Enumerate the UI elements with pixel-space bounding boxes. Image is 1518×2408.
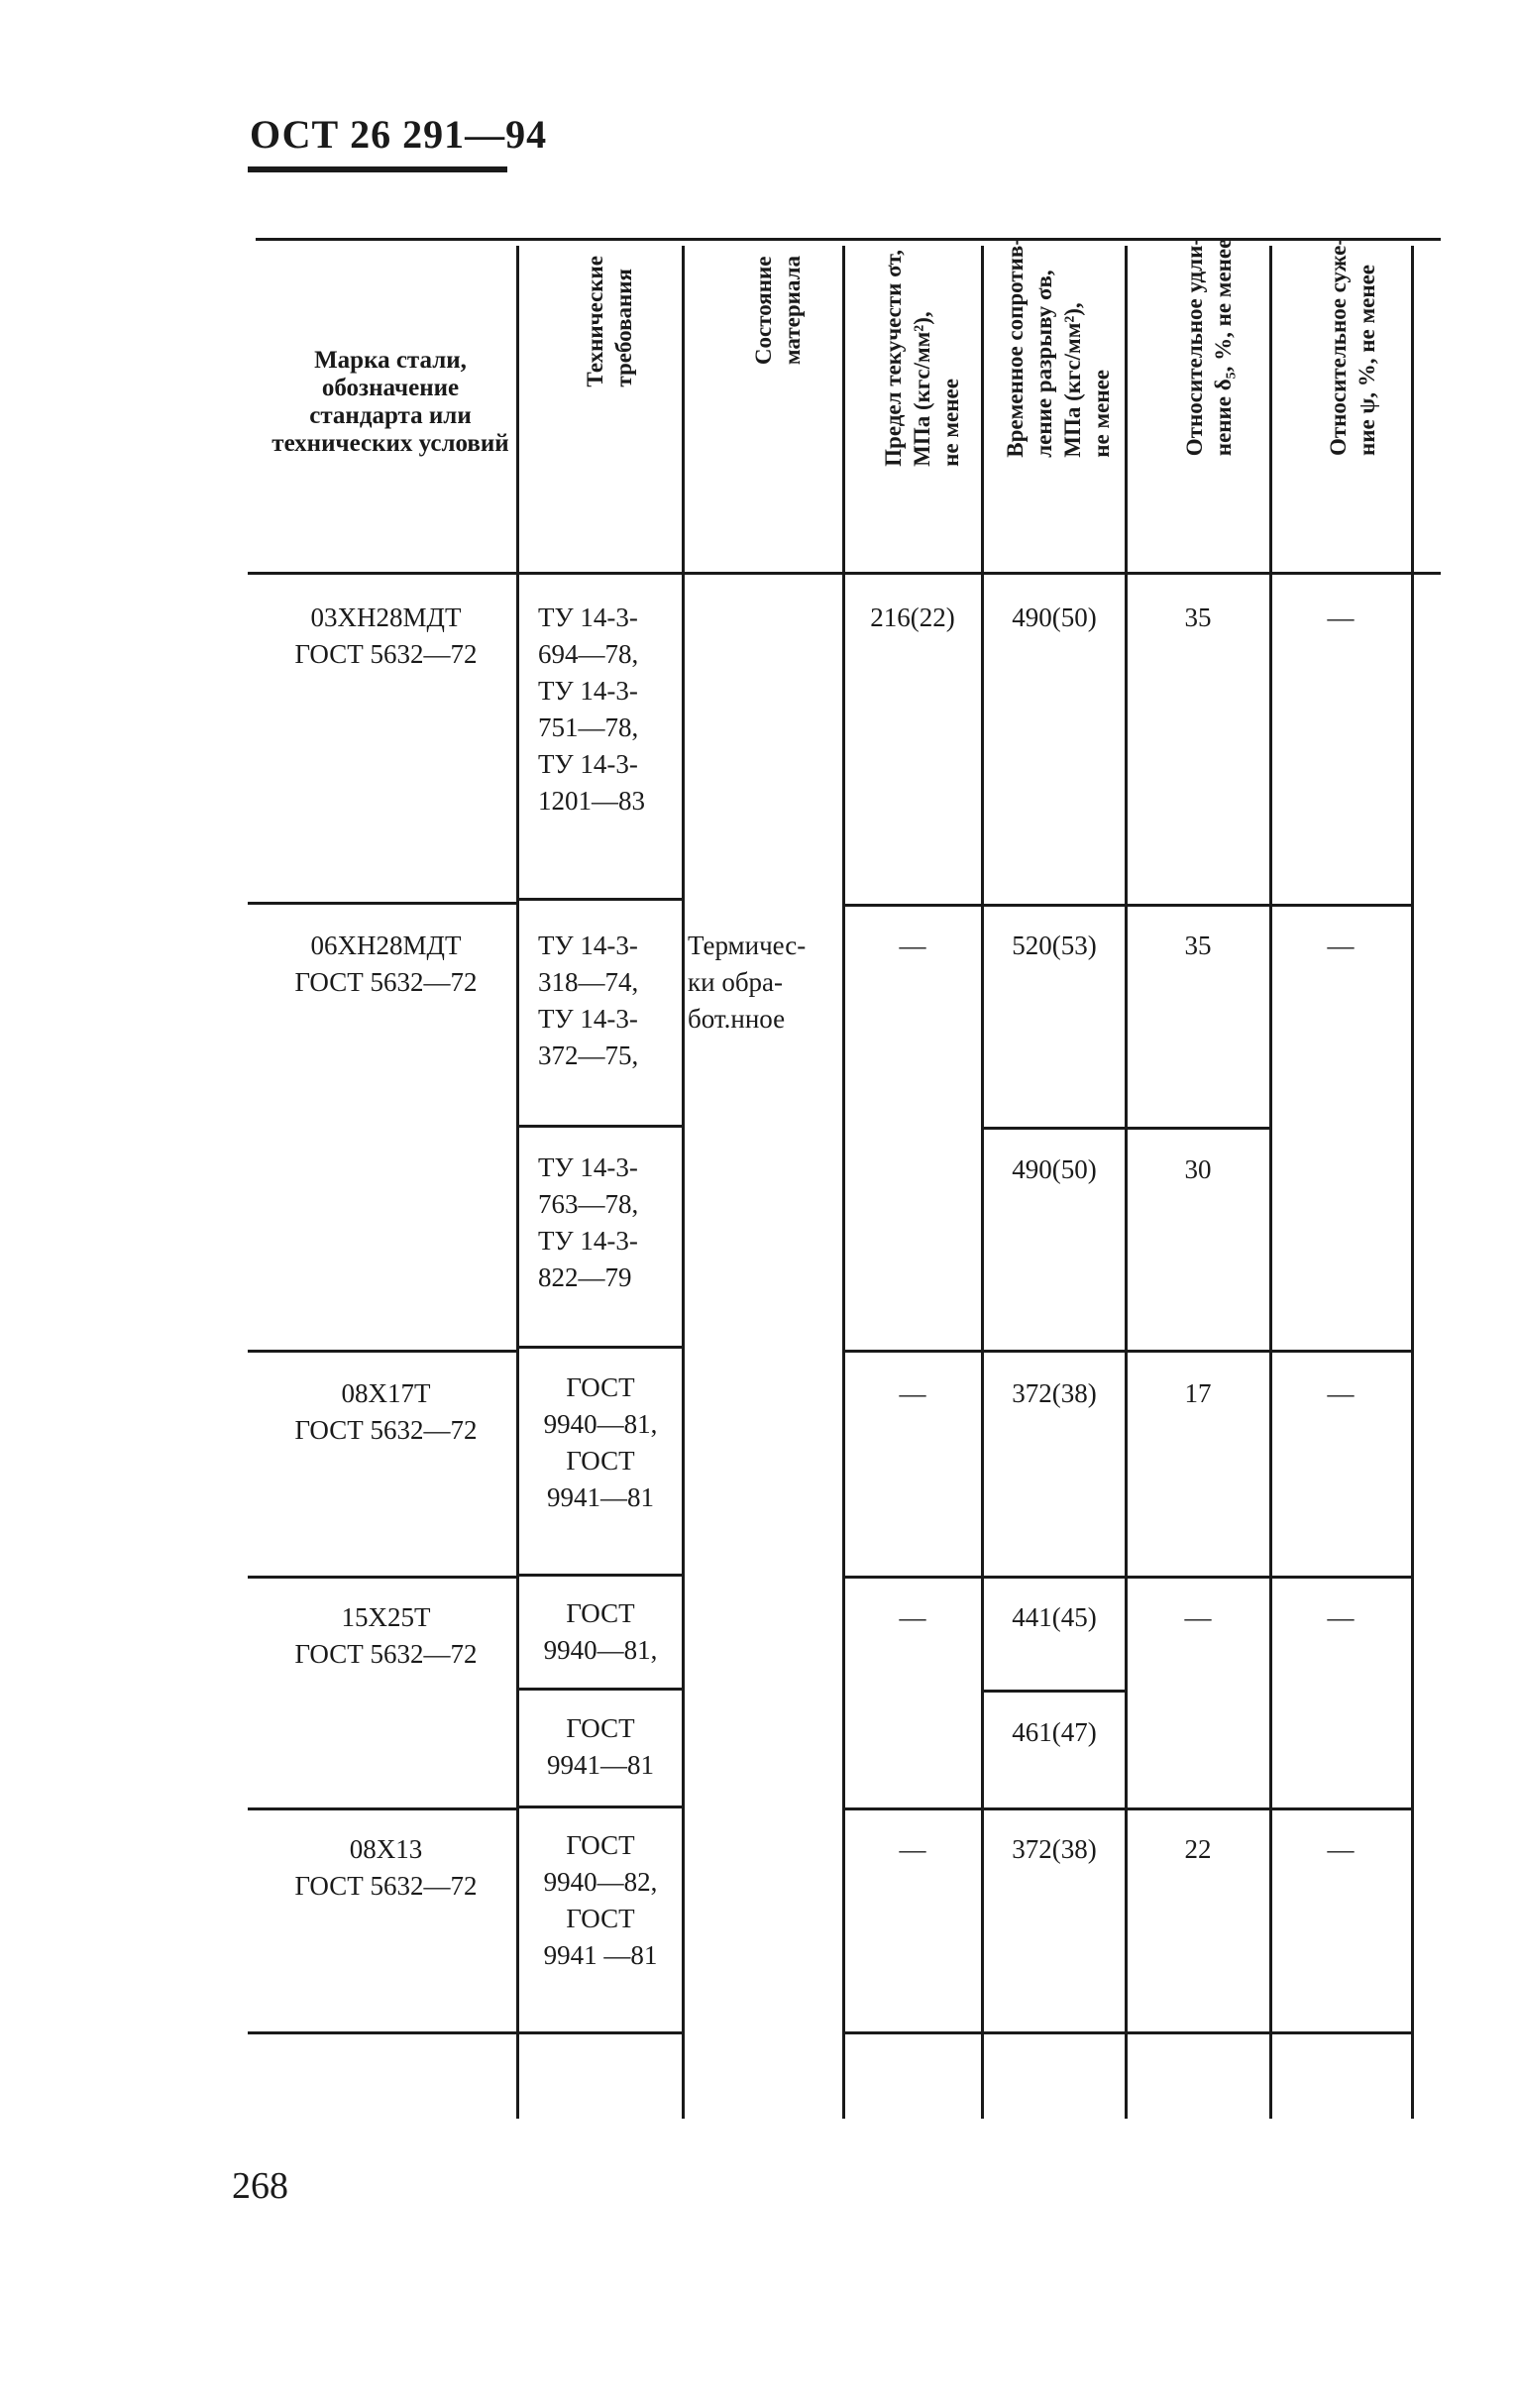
row-rule-4c bbox=[842, 1576, 1411, 1579]
row-rule-1c bbox=[842, 904, 1411, 907]
tu-cell: ТУ 14-3- 318—74, ТУ 14-3- 372—75, bbox=[538, 930, 639, 1070]
elongation-cell: 35 bbox=[1184, 930, 1212, 960]
yield-cell: — bbox=[899, 930, 926, 960]
table-top-rule bbox=[256, 238, 1441, 241]
row-rule-5a bbox=[516, 1688, 682, 1691]
tensile-cell: 461(47) bbox=[1012, 1717, 1097, 1747]
row-rule-5b bbox=[981, 1690, 1125, 1693]
tu-cell: ГОСТ 9940—82, ГОСТ 9941 —81 bbox=[543, 1830, 658, 1970]
grade-cell: 03ХН28МДТ ГОСТ 5632—72 bbox=[294, 602, 478, 669]
header-elongation: Относительное удли- нение δ₅, %, не менее bbox=[1182, 238, 1236, 457]
reduction-cell: — bbox=[1327, 1834, 1355, 1864]
title-underline bbox=[248, 166, 507, 172]
document-code: ОСТ 26 291—94 bbox=[250, 112, 548, 157]
col-sep-7 bbox=[1411, 246, 1414, 2119]
tu-cell: ТУ 14-3- 694—78, ТУ 14-3- 751—78, ТУ 14-3- 1201—83 bbox=[538, 602, 645, 816]
elongation-cell: 30 bbox=[1184, 1154, 1212, 1184]
tensile-cell: 372(38) bbox=[1012, 1834, 1097, 1864]
grade-cell: 15Х25Т ГОСТ 5632—72 bbox=[294, 1602, 478, 1669]
row-rule-1a bbox=[248, 902, 516, 905]
material-state-cell: Термичес- ки обра- бот.нное bbox=[688, 930, 807, 1034]
col-sep-6 bbox=[1269, 246, 1272, 2119]
header-technical-requirements: Технические требования bbox=[583, 256, 636, 387]
row-rule-2a bbox=[516, 1125, 682, 1128]
row-rule-4a bbox=[248, 1576, 516, 1579]
yield-cell: — bbox=[899, 1602, 926, 1632]
row-rule-6a bbox=[248, 1807, 516, 1810]
header-reduction-of-area: Относительное суже- ние ψ, %, не менее bbox=[1326, 238, 1379, 457]
tensile-cell: 520(53) bbox=[1012, 930, 1097, 960]
tensile-cell: 441(45) bbox=[1012, 1602, 1097, 1632]
yield-cell: — bbox=[899, 1834, 926, 1864]
col-sep-2 bbox=[682, 246, 685, 2119]
grade-cell: 08Х17Т ГОСТ 5632—72 bbox=[294, 1378, 478, 1445]
row-rule-7a bbox=[248, 2031, 682, 2034]
elongation-cell: — bbox=[1184, 1602, 1212, 1632]
tu-cell: ГОСТ 9940—81, bbox=[543, 1598, 658, 1665]
row-rule-3b bbox=[516, 1346, 682, 1349]
row-rule-1b bbox=[516, 898, 682, 901]
yield-cell: — bbox=[899, 1378, 926, 1408]
col-sep-3 bbox=[842, 246, 845, 2119]
col-sep-5 bbox=[1125, 246, 1128, 2119]
header-yield-strength: Предел текучести σт, МПа (кгс/мм²), не менее bbox=[880, 250, 963, 467]
header-material-state: Состояние материала bbox=[751, 256, 805, 366]
tu-cell: ГОСТ 9941—81 bbox=[547, 1713, 654, 1780]
row-rule-4b bbox=[516, 1574, 682, 1577]
tensile-cell: 490(50) bbox=[1012, 1154, 1097, 1184]
col-sep-1 bbox=[516, 246, 519, 2119]
tu-cell: ТУ 14-3- 763—78, ТУ 14-3- 822—79 bbox=[538, 1152, 639, 1292]
row-rule-6c bbox=[842, 1807, 1411, 1810]
page-number: 268 bbox=[232, 2165, 288, 2207]
row-rule-6b bbox=[516, 1806, 682, 1808]
tensile-cell: 372(38) bbox=[1012, 1378, 1097, 1408]
reduction-cell: — bbox=[1327, 1602, 1355, 1632]
grade-cell: 08Х13 ГОСТ 5632—72 bbox=[294, 1834, 478, 1901]
row-rule-3a bbox=[248, 1350, 516, 1353]
tu-cell: ГОСТ 9940—81, ГОСТ 9941—81 bbox=[543, 1372, 658, 1512]
row-rule-2b bbox=[981, 1127, 1269, 1130]
col-sep-4 bbox=[981, 246, 984, 2119]
row-rule-3c bbox=[842, 1350, 1411, 1353]
yield-cell: 216(22) bbox=[870, 602, 955, 632]
reduction-cell: — bbox=[1327, 602, 1355, 632]
header-tensile-strength: Временное сопротив- ление разрыву σв, МПа (кгс/мм²), не менее bbox=[1002, 238, 1114, 458]
header-steel-grade: Марка стали, обозначение стандарта или технических условий bbox=[271, 347, 509, 457]
reduction-cell: — bbox=[1327, 930, 1355, 960]
grade-cell: 06ХН28МДТ ГОСТ 5632—72 bbox=[294, 930, 478, 997]
elongation-cell: 35 bbox=[1184, 602, 1212, 632]
elongation-cell: 17 bbox=[1184, 1378, 1212, 1408]
elongation-cell: 22 bbox=[1184, 1834, 1212, 1864]
reduction-cell: — bbox=[1327, 1378, 1355, 1408]
tensile-cell: 490(50) bbox=[1012, 602, 1097, 632]
row-rule-7b bbox=[842, 2031, 1411, 2034]
